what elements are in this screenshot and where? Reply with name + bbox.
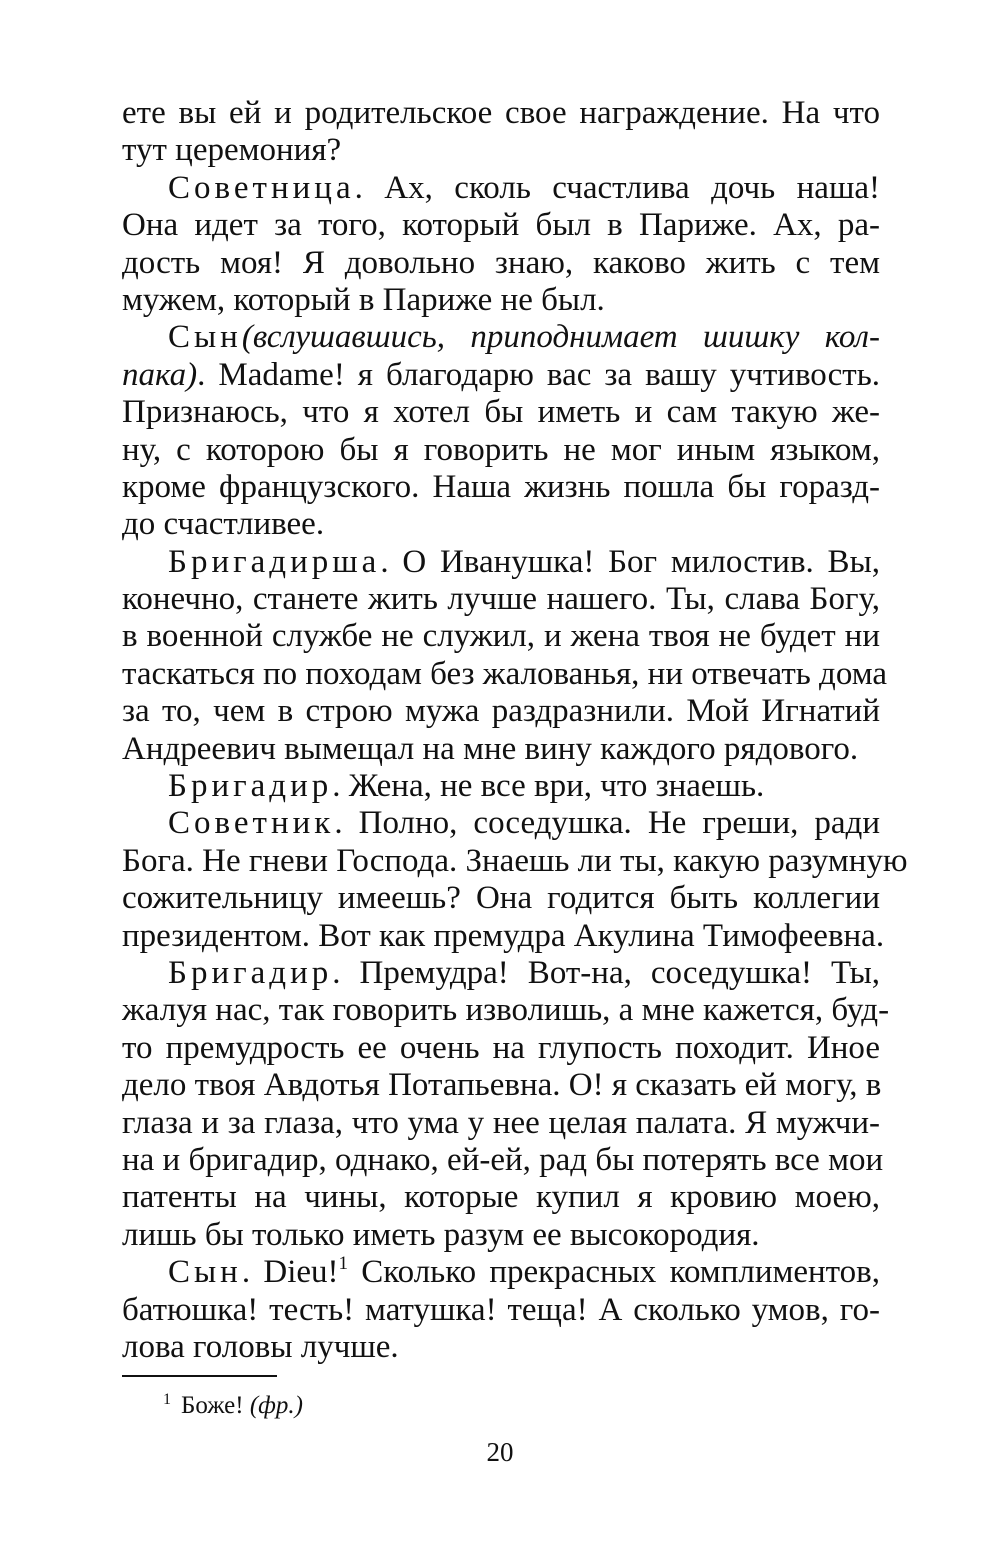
line-text: кроме французского. Наша жизнь пошла бы горазд- bbox=[122, 468, 880, 505]
text-line bbox=[122, 992, 890, 1029]
text-line bbox=[122, 917, 885, 955]
text-line bbox=[122, 245, 880, 282]
line-text: . Ах, сколь счастлива дочь наша! bbox=[354, 169, 880, 206]
text-line bbox=[122, 693, 880, 730]
line-text: конечно, станете жить лучше нашего. Ты, слава Богу, bbox=[122, 581, 880, 618]
speaker-name: Бригадир bbox=[168, 954, 333, 991]
text-line bbox=[122, 1105, 880, 1142]
text-line bbox=[122, 357, 880, 394]
line-text: Признаюсь, что я хотел бы иметь и сам такую же- bbox=[122, 394, 880, 431]
footnote-text: Боже! bbox=[181, 1392, 250, 1419]
text-line bbox=[122, 282, 880, 319]
line-text: Бога. Не гневи Господа. Знаешь ли ты, какую разумную bbox=[122, 842, 908, 879]
footnote-remark: (фр.) bbox=[249, 1392, 304, 1419]
speaker-name: Сын bbox=[168, 1254, 242, 1291]
line-text: дело твоя Авдотья Потапьевна. О! я сказать ей могу, в bbox=[122, 1067, 882, 1104]
text-line bbox=[122, 506, 880, 543]
text-line bbox=[122, 842, 908, 880]
line-text: . Премудра! Вот-на, соседушка! Ты, bbox=[332, 954, 880, 991]
text-line bbox=[122, 1030, 880, 1067]
line-text: лишь бы только иметь разум ее высокородия. bbox=[122, 1216, 760, 1253]
line-text: на и бригадир, однако, ей-ей, рад бы потерять все мои bbox=[122, 1141, 884, 1178]
speaker-name: Советница bbox=[168, 169, 355, 206]
stage-direction: (вслушавшись, приподнимает шишку кол- bbox=[241, 319, 880, 356]
text-line bbox=[122, 768, 880, 805]
text-line bbox=[122, 1067, 880, 1104]
line-text: сожительницу имеешь? Она годится быть коллегии bbox=[122, 880, 880, 917]
text-line bbox=[122, 1217, 880, 1254]
line-text: ну, с которою бы я говорить не мог иным языком, bbox=[122, 431, 880, 468]
line-text: . Dieu! bbox=[241, 1254, 339, 1291]
text-line bbox=[122, 432, 880, 469]
line-text: тут церемония? bbox=[122, 132, 342, 169]
line-text: президентом. Вот как премудра Акулина Тимофеевна. bbox=[122, 917, 885, 954]
text-line bbox=[122, 581, 880, 618]
text-line bbox=[122, 544, 880, 581]
text-line bbox=[122, 955, 880, 992]
line-text: Сколько прекрасных комплиментов, bbox=[348, 1254, 880, 1291]
line-text: мужем, который в Париже не был. bbox=[122, 281, 605, 318]
footnote-mark: 1 bbox=[163, 1391, 171, 1408]
stage-direction: пака) bbox=[122, 356, 198, 393]
text-line bbox=[122, 319, 880, 356]
text-line bbox=[122, 1254, 880, 1291]
line-text: . Полно, соседушка. Не греши, ради bbox=[334, 805, 880, 842]
line-text: . Жена, не все ври, что знаешь. bbox=[332, 768, 765, 805]
text-line bbox=[122, 1141, 884, 1179]
line-text: ете вы ей и родительское свое награждение. На что bbox=[122, 95, 880, 131]
text-line bbox=[122, 95, 880, 132]
line-text: дость моя! Я довольно знаю, каково жить с тем bbox=[122, 244, 880, 281]
text-line bbox=[122, 618, 880, 655]
text-line bbox=[122, 880, 880, 917]
text-line bbox=[122, 1329, 880, 1366]
footnote bbox=[163, 1391, 303, 1421]
speaker-name: Бригадирша bbox=[168, 543, 381, 580]
text-line bbox=[122, 805, 880, 842]
footnote-reference: 1 bbox=[338, 1253, 348, 1275]
page-number: 20 bbox=[486, 1437, 514, 1467]
text-line bbox=[122, 1292, 880, 1329]
text-line bbox=[122, 1179, 880, 1216]
line-text: в военной службе не служил, и жена твоя не будет ни bbox=[122, 618, 880, 655]
line-text: глаза и за глаза, что ума у нее целая палата. Я мужчи- bbox=[122, 1104, 880, 1141]
text-line bbox=[122, 655, 888, 693]
footnote-rule bbox=[122, 1375, 277, 1377]
line-text: лова головы лучше. bbox=[122, 1328, 399, 1365]
line-text: патенты на чины, которые купил я кровию моею, bbox=[122, 1179, 880, 1216]
line-text: батюшка! тесть! матушка! теща! А сколько умов, го- bbox=[122, 1291, 880, 1328]
speaker-name: Советник bbox=[168, 805, 335, 842]
text-line bbox=[122, 170, 880, 207]
line-text: за то, чем в строю мужа раздразнили. Мой Игнатий bbox=[122, 693, 880, 730]
line-text: жалуя нас, так говорить изволишь, а мне кажется, буд- bbox=[122, 992, 890, 1029]
line-text: то премудрость ее очень на глупость походит. Иное bbox=[122, 1029, 880, 1066]
text-line bbox=[122, 731, 880, 768]
text-line bbox=[122, 132, 880, 169]
speaker-name: Бригадир bbox=[168, 768, 333, 805]
line-text: Андреевич вымещал на мне вину каждого рядового. bbox=[122, 730, 859, 767]
line-text: Она идет за того, который был в Париже. Ах, ра- bbox=[122, 207, 880, 244]
text-line bbox=[122, 394, 880, 431]
line-text: таскаться по походам без жалованья, ни отвечать дома bbox=[122, 655, 888, 692]
play-text bbox=[122, 95, 908, 1366]
speaker-name: Сын bbox=[168, 319, 242, 356]
line-text: . Madame! я благодарю вас за вашу учтивость. bbox=[197, 356, 880, 393]
text-line bbox=[122, 207, 880, 244]
line-text: . О Иванушка! Бог милостив. Вы, bbox=[380, 543, 880, 580]
text-line bbox=[122, 469, 880, 506]
line-text: до счастливее. bbox=[122, 506, 325, 543]
